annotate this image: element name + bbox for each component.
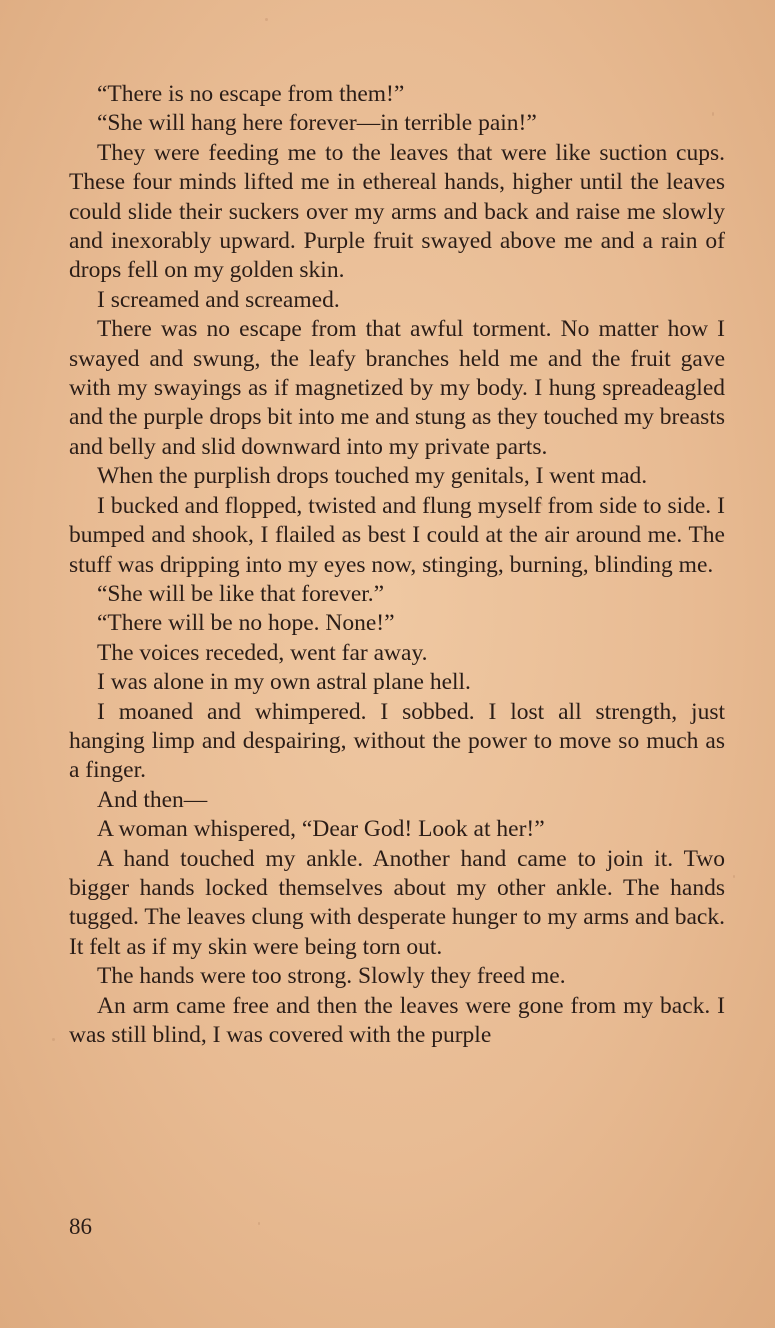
page-number: 86 [69,1214,92,1239]
paragraph: “There will be no hope. None!” [97,610,395,637]
paragraph: There was no escape from that awful torment. No matter how I swayed and swung, the leafy branches held me and the fruit gave with my swayings as if magnetized by my body. I hung spreadeagled and the purple drops bit into me and stung as they touched my breasts and belly and slid downward into my private parts. [69,316,725,460]
paragraph: The hands were too strong. Slowly they freed me. [97,963,566,990]
paper-speck [52,1038,55,1041]
paragraph: And then— [97,786,208,813]
paragraph: I was alone in my own astral plane hell. [97,669,471,696]
paragraph: “There is no escape from them!” [97,81,405,107]
paragraph: I screamed and screamed. [97,286,340,313]
paragraph: An arm came free and then the leaves were gone from my back. I was still blind, I was covered with the purple [69,992,725,1048]
paper-speck [258,1222,260,1225]
paragraph: I bucked and flopped, twisted and flung myself from side to side. I bumped and shook, I flailed as best I could at the air around me. The stuff was dripping into my eyes now, stinging, burning, blinding me. [69,492,725,578]
paragraph: When the purplish drops touched my genitals, I went mad. [97,463,648,490]
paper-speck [265,18,268,21]
page-body-text [69,80,725,1050]
paragraph: A hand touched my ankle. Another hand came to join it. Two bigger hands locked themselves about my other ankle. The hands tugged. The leaves clung with desperate hunger to my arms and back. It felt as if my skin were being torn out. [69,845,725,960]
paragraph: A woman whispered, “Dear God! Look at her!” [97,816,545,843]
paper-speck [733,875,735,878]
paragraph: The voices receded, went far away. [97,639,428,666]
paragraph: “She will be like that forever.” [97,580,385,607]
paragraph: They were feeding me to the leaves that were like suction cups. These four minds lifted me in ethereal hands, higher until the leaves could slide their suckers over my arms and back and raise me slowly and inexorably upward. Purple fruit swayed above me and a rain of drops fell on my golden skin. [69,139,725,284]
paragraph: I moaned and whimpered. I sobbed. I lost all strength, just hanging limp and despairing, without the power to move so much as a finger. [69,698,725,784]
paragraph: “She will hang here forever—in terrible pain!” [97,110,537,137]
